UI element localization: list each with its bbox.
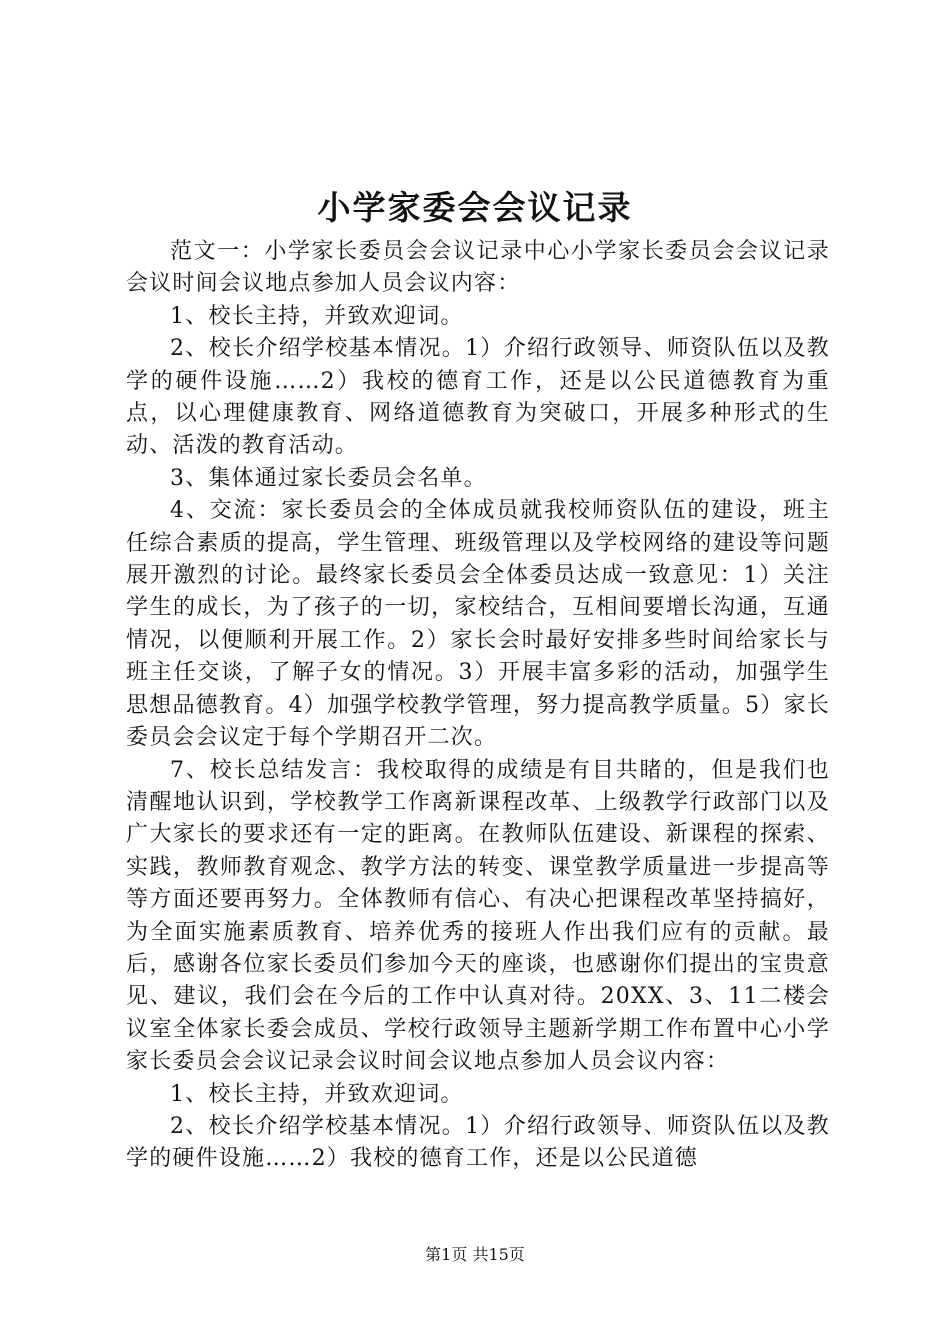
- paragraph-item-3: 3、集体通过家长委员会名单。: [170, 465, 487, 491]
- paragraph-intro: 范文一：小学家长委员会会议记录中心小学家长委员会会议记录会议时间会议地点参加人员会议内容：: [126, 239, 830, 297]
- paragraph-item-2: 2、校长介绍学校基本情况。1）介绍行政领导、师资队伍以及教学的硬件设施……2）我校的德育工作，还是以公民道德教育为重点，以心理健康教育、网络道德教育为突破口，开展多种形式的生动、活泼的教育活动。: [126, 336, 830, 459]
- paragraph-item-7: 7、校长总结发言：我校取得的成绩是有目共睹的，但是我们也清醒地认识到，学校教学工作离新课程改革、上级教学行政部门以及广大家长的要求还有一定的距离。在教师队伍建设、新课程的探索、实践，教师教育观念、教学方法的转变、课堂教学质量进一步提高等等方面还要再努力。全体教师有信心、有决心把课程改革坚持搞好，为全面实施素质教育、培养优秀的接班人作出我们应有的贡献。最后，感谢各位家长委员们参加今天的座谈，也感谢你们提出的宝贵意见、建议，我们会在今后的工作中认真对待。20XX、3、11二楼会议室全体家长委会成员、学校行政领导主题新学期工作布置中心小学家长委员会会议记录会议时间会议地点参加人员会议内容：: [126, 757, 830, 1075]
- document-title: 小学家委会会议记录: [317, 188, 633, 227]
- paragraph-item-4: 4、交流：家长委员会的全体成员就我校师资队伍的建设，班主任综合素质的提高，学生管理、班级管理以及学校网络的建设等问题展开激烈的讨论。最终家长委员会全体委员达成一致意见：1）关注学生的成长，为了孩子的一切，家校结合，互相间要增长沟通，互通情况，以便顺利开展工作。2）家长会时最好安排多些时间给家长与班主任交谈，了解子女的情况。3）开展丰富多彩的活动，加强学生思想品德教育。4）加强学校教学管理，努力提高教学质量。5）家长委员会会议定于每个学期召开二次。: [126, 498, 830, 751]
- page-footer: 第1页 共15页: [425, 1245, 525, 1264]
- paragraph-item-1-repeat: 1、校长主持，并致欢迎词。: [170, 1081, 464, 1107]
- paragraph-item-2-repeat: 2、校长介绍学校基本情况。1）介绍行政领导、师资队伍以及教学的硬件设施……2）我校的德育工作，还是以公民道德: [126, 1113, 830, 1172]
- paragraph-item-1: 1、校长主持，并致欢迎词。: [170, 303, 464, 329]
- document-body: [126, 236, 830, 1176]
